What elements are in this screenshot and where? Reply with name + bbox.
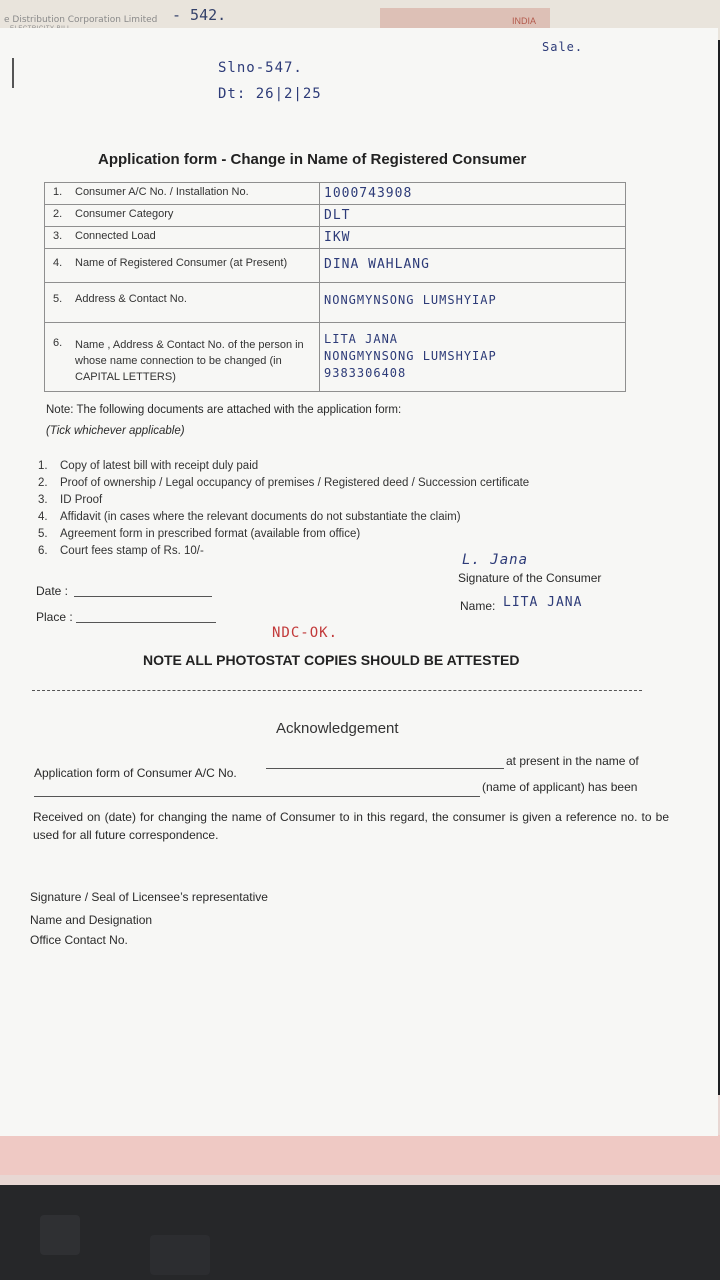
office-contact-label: Office Contact No. [30,933,128,947]
row-number: 5. [45,283,72,323]
sale-annotation: Sale. [542,40,584,54]
serial-number-annotation: Slno-547. [218,60,303,76]
pink-paper-edge [0,1135,720,1175]
list-item [38,543,529,560]
form-title: Application form - Change in Name of Registered Consumer [98,151,527,168]
consumer-category-value: DLT [320,205,626,227]
underlying-org-text: e Distribution Corporation Limited [4,15,158,25]
ack-account-line [266,768,504,769]
row-label: Address & Contact No. [71,283,320,323]
item-number: 6. [38,545,48,557]
cut-line [32,690,642,691]
consumer-name-value: LITA JANA [503,595,583,610]
row-number: 1. [45,183,72,205]
signature-scribble: L. Jana [462,552,529,568]
ack-present-name-label: at present in the name of [506,754,639,768]
row-label: Consumer A/C No. / Installation No. [71,183,320,205]
ack-applicant-line [34,796,480,797]
licensee-signature-label: Signature / Seal of Licensee’s representative [30,890,268,904]
ndc-ok-annotation: NDC-OK. [272,625,339,641]
table-row [45,183,626,205]
note-instruction: (Tick whichever applicable) [46,425,185,437]
margin-mark [12,58,14,88]
item-number: 3. [38,494,48,506]
account-number-value: 1000743908 [320,183,626,205]
connected-load-value: IKW [320,227,626,249]
new-consumer-address: NONGMYNSONG LUMSHYIAP [324,349,497,363]
item-number: 2. [38,477,48,489]
consumer-details-table [44,182,626,392]
list-item [38,526,529,543]
desk-surface [0,1185,720,1280]
designation-label: Name and Designation [30,913,153,927]
signature-label: Signature of the Consumer [458,571,602,585]
date-label: Date : [36,584,69,598]
row-number: 4. [45,249,72,283]
row-label: Consumer Category [71,205,320,227]
row-label: Name of Registered Consumer (at Present) [71,249,320,283]
item-number: 1. [38,460,48,472]
table-row [45,227,626,249]
acknowledgement-heading: Acknowledgement [276,720,399,737]
stamp-text: INDIA [512,16,537,26]
row-number: 6. [45,323,72,392]
table-row [45,283,626,323]
keyboard-key [40,1215,80,1255]
item-text: Agreement form in prescribed format (available from office) [60,528,361,540]
application-form-page [0,28,718,1136]
new-consumer-value [320,323,626,392]
attest-note: NOTE ALL PHOTOSTAT COPIES SHOULD BE ATTESTED [143,652,520,668]
new-consumer-phone: 9383306408 [324,366,407,380]
list-item [38,509,529,526]
date-line [74,596,212,597]
item-text: ID Proof [60,494,103,506]
ack-paragraph: Received on (date) for changing the name of Consumer to in this regard, the consumer is given a reference no. to be used for all future correspondence. [33,810,669,842]
date-annotation: Dt: 26|2|25 [218,86,322,102]
ack-account-label: Application form of Consumer A/C No. [34,766,237,780]
place-line [76,622,216,623]
row-label: Connected Load [71,227,320,249]
table-row [45,205,626,227]
item-text: Proof of ownership / Legal occupancy of premises / Registered deed / Succession certificate [60,477,530,489]
row-number: 3. [45,227,72,249]
consumer-name-label: Name: [460,599,496,613]
item-text: Affidavit (in cases where the relevant documents do not substantiate the claim) [60,511,461,523]
keyboard-key [150,1235,210,1275]
address-value: NONGMYNSONG LUMSHYIAP [320,283,626,323]
table-row [45,323,626,392]
list-item [38,475,529,492]
item-number: 5. [38,528,48,540]
row-label: Name , Address & Contact No. of the person in whose name connection to be changed (in CAPITAL LETTERS) [71,323,320,392]
ack-applicant-label: (name of applicant) has been [482,780,638,794]
place-label: Place : [36,610,73,624]
documents-list [38,458,529,560]
item-number: 4. [38,511,48,523]
item-text: Copy of latest bill with receipt duly paid [60,460,259,472]
table-row [45,249,626,283]
item-text: Court fees stamp of Rs. 10/- [60,545,204,557]
underlying-handwritten-number: - 542. [172,6,227,24]
new-consumer-name: LITA JANA [324,332,399,346]
list-item [38,492,529,509]
registered-consumer-value: DINA WAHLANG [320,249,626,283]
note-line: Note: The following documents are attached with the application form: [46,404,402,416]
list-item [38,458,529,475]
row-number: 2. [45,205,72,227]
